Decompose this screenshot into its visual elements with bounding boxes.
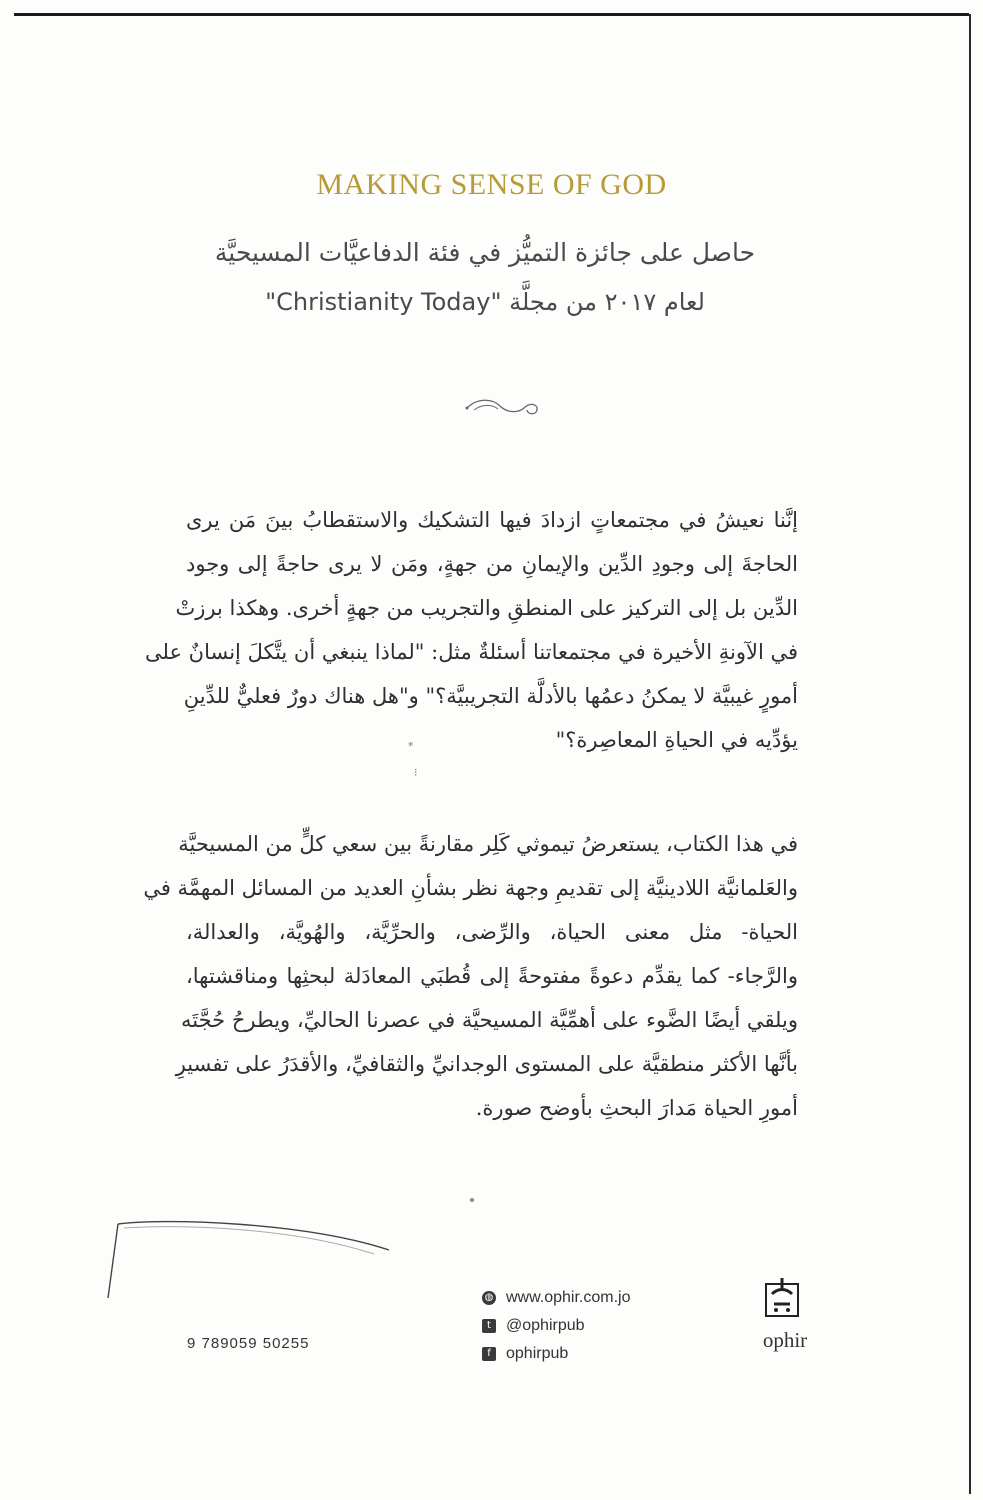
blurb-paragraph-2 — [143, 822, 798, 1130]
publisher-name: ophir — [762, 1328, 808, 1352]
website-link[interactable]: www.ophir.com.jo — [506, 1289, 631, 1306]
blurb-line: الدِّين بل إلى التركيز على المنطقِ والتجريب من جهةٍ أخرى. وهكذا برزتْ — [175, 596, 798, 620]
twitter-row[interactable] — [482, 1312, 631, 1340]
blurb-line: إنَّنا نعيشُ في مجتمعاتٍ ازدادَ فيها التشكيك والاستقطابُ بينَ مَن يرى — [186, 508, 798, 532]
english-title: MAKING SENSE OF GOD — [316, 168, 667, 201]
blurb-line: الحاجةَ إلى وجودِ الدِّين والإيمانِ من جهةٍ، ومَن لا يرى حاجةً إلى وجود — [186, 552, 798, 576]
barcode-sticker-outline — [104, 1214, 394, 1298]
blurb-line: الحياة- مثل معنى الحياة، والرِّضى، والحرِّيَّة، والهُويَّة، والعدالة، — [186, 920, 798, 944]
globe-icon: ◍ — [482, 1291, 496, 1305]
top-border — [14, 13, 969, 16]
website-row[interactable] — [482, 1284, 631, 1312]
facebook-icon: f — [482, 1347, 496, 1361]
blurb-line: والرَّجاء- كما يقدِّم دعوةً مفتوحةً إلى قُطبَي المعادَلة لبحثِها ومناقشتها، — [186, 964, 798, 988]
blurb-line: يؤدِّيه في الحياةِ المعاصِرة؟" — [555, 728, 798, 752]
blurb-line: في هذا الكتاب، يستعرضُ تيموثي كَلِر مقارنةً بين سعي كلٍّ من المسيحيَّة — [178, 832, 798, 856]
twitter-handle[interactable]: @ophirpub — [506, 1317, 585, 1334]
ornament-divider-icon — [462, 390, 542, 420]
blurb-line: أمورِ الحياة مَدارَ البحثِ بأوضح صورة. — [475, 1096, 798, 1120]
blurb-line: ويلقي أيضًا الضَّوء على أهمِّيَّة المسيحيَّة في عصرنا الحاليِّ، ويطرحُ حُجَّتَه — [181, 1008, 798, 1032]
award-line-1: حاصل على جائزة التميُّز في فئة الدفاعيَّات المسيحيَّة — [214, 238, 756, 267]
twitter-icon: t — [482, 1319, 496, 1333]
award-line-2: لعام ٢٠١٧ من مجلَّة "Christianity Today" — [265, 288, 705, 316]
blurb-line: بأنَّها الأكثر منطقيَّة على المستوى الوجدانيِّ والثقافيِّ، والأقدَرُ على تفسيرِ — [175, 1052, 798, 1076]
facebook-handle[interactable]: ophirpub — [506, 1345, 569, 1362]
barcode-number: 9 789059 50255 — [187, 1335, 310, 1352]
publisher-logo — [750, 1274, 820, 1364]
blurb-line: أمورٍ غيبيَّة لا يمكنُ دعمُها بالأدلَّة التجريبيَّة؟" و"هل هناك دورٌ فعليٌّ للدِّينِ — [183, 684, 798, 708]
facebook-row[interactable] — [482, 1340, 631, 1368]
publisher-contacts — [482, 1284, 631, 1368]
print-speck: ⁎ — [408, 736, 414, 749]
print-dot — [470, 1198, 474, 1202]
blurb-paragraph-1 — [145, 498, 798, 762]
ophir-logo-mark-icon — [764, 1274, 800, 1318]
right-border — [969, 14, 971, 1494]
print-speck: ⁝ — [414, 766, 418, 779]
blurb-line: في الآونةِ الأخيرة في مجتمعاتنا أسئلةٌ مثل: "لماذا ينبغي أن يتَّكلَ إنسانٌ على — [145, 640, 798, 664]
blurb-line: والعَلمانيَّة اللادينيَّة إلى تقديمِ وجهة نظر بشأنِ العديد من المسائل المهمَّة في — [143, 876, 798, 900]
